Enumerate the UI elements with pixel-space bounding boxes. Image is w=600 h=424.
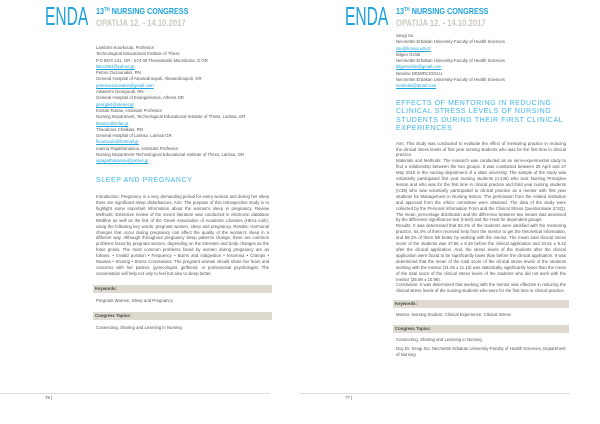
topics-header: Congress Topics: [393,325,569,333]
abstract-conclusion: Conclusion: It was determined that working with the mentor was effective in reducing the clinical stress levels of the nursing students who were for the first time in clinical practice. [396,282,566,294]
author-email-link[interactable]: iopapathanasiou@yahoo.gr [96,158,149,164]
author-line: General Hospital of Larissa, Larissa GR [96,133,172,139]
author-email-link[interactable]: bilgenozluk@gmail.com [396,64,442,70]
affiliation: Doç.Dr. Sevgi SU, Necmettin Erbakan University-Faculty of Health Sciences, Department of Nursing [396,345,566,358]
author-email-link[interactable]: petrosouzounakis@gmail.com [96,82,154,88]
author-line: Petros Ouzounakis, RN [96,70,141,76]
congress-date: OPATIJA 12. - 14.10.2017 [96,18,186,28]
author-email-link[interactable]: laku1964@yahoo.gr [96,63,135,69]
author-line: Aikaterini Georgoudi, RN [96,89,144,95]
content [96,45,269,331]
topics: Connecting, Sharing and Learning in Nursing [96,325,182,331]
keywords: Mentor, Nursing Student, Clinical Experience, Clinical Stress [396,312,511,318]
author-line: Technological Educational Institute of Thess [96,51,180,57]
author-line: Kostas Tsaras, Assistant Professor [96,107,163,113]
author-line: Necmettin Erbakan University-Faculty of Health Sciences [396,58,505,64]
abstract-methods: Materials and Methods: The research was conducted as an semi-experimental study to find a relationship between the two groups. It was conducted between 25 April and 27 May 2016 in the nursing department of a state university. The sample of the study was voluntarily participated first year nursing students (n:136) who took Nursing Principles lesson and who was for the first time in clinical practice and third year nursing students (n:39) who was voluntarily participated to clinical practice as a mentor with first year students for Management in Nursing lesson. The permission from the related institution and approval from the ethics committee were obtained. The data of the study were collected by the Personal Information Form and the Clinical Stress Questionnaire (CSQ). The mean, percentage distribution and the difference between two means was assessed by the difference significance test (t-test) and the t-test for dependent groups. [396,158,566,223]
author-email-link[interactable]: fkoutsoula@hotmail.gr [96,139,139,145]
abstract-aim: Aim: This study was conducted to evaluate the effect of mentoring practice in reducing the clinical stress levels of first year nursing students who was for the first time in clinical practice. [396,140,566,158]
enda-logo: ENDA [45,1,89,31]
author-line: Necmettin Erbakan University-Faculty of Health Sciences [396,39,505,45]
ordinal-suffix: TH [104,7,110,13]
topics-header: Congress Topics: [93,312,272,320]
author-line: Theodoros Chalkias, RN [96,126,143,132]
ordinal-suffix: TH [404,7,410,13]
author-line: Sevgi Su [396,33,414,38]
congress-title [396,6,488,16]
author-line: General Hospital of Evangelismos, Athens GR [96,95,184,101]
author-email-link[interactable]: ktsaras@teilar.gr [96,120,129,126]
author-line: Nesrine DEMIRCIOGLU [396,70,443,76]
article-title: SLEEP AND PREGNANCY [96,176,193,184]
congress-name: NURSING CONGRESS [409,6,489,16]
author-line: Nursing Department Technological Educational Institute of Thess, Larissa, GR [96,152,245,158]
content [396,33,566,358]
author-email-link[interactable]: nesrinds@ttmail.com [396,83,437,89]
ordinal: 13 [396,6,405,16]
author-line: P.O BOX 141, GR - 574 00 Thessaloniki Macedonia, G GR [96,57,208,63]
congress-title [96,6,188,16]
author-email-link[interactable]: georgki4@otenet.gr [96,101,134,107]
author-line: General Hospital of Alexandroupoli, Alexandroupoli, GR [96,76,202,82]
abstract: Introduction: Pregnancy is a very demanding period for every woman and during her sleep there are significant sleep disturbances. Aim: The purpose of this retrospective study is to highlight some important information about the woman's sleep in pregnancy. Review Methods: Extensive review of the recent literature was conducted in electronic database Medline as well as the link of the Greek Association of Academic Libraries (HEAL-Link), using the following key words: pregnant women, sleep and pregnancy. Results: Hormonal changes that occur during pregnancy can affect the quality of the woman's sleep in a different way. Although throughout pregnancy sleep patterns change, there are common problems faced by pregnant women, depending on the trimester and body changes as the fetus grows. The most common problems faced by women during pregnancy are as follows: • Invalid position • Frequency • Burns and indigestion • Insomnia • Cramps • Nausea • Snoring • Stress Conclusions: The pregnant woman should share her fears and concerns with her partner, gynecologist, girlfriend, or professional psychologist. The conversation will help not only to feel but also to sleep better. [96,194,269,276]
keywords: Pregnant Women, Sleep and Pregnancy [96,297,173,303]
enda-logo: ENDA [345,1,389,31]
author-line: Bilgen Özlük [396,51,421,57]
ordinal: 13 [96,6,105,16]
abstract [396,141,566,295]
abstract-results: Results: It was determined that 83.1% of the students were satisfied with the mentoring practice, 64.4% of them received help from the mentor to get the theoretical information, and 59.3% of them felt better by working with the mentor. The mean total clinical stress score of the students was 37.86 ± 8.49 before the clinical application and 34.61 ± 9.42 after the clinical application. And, the stress levels of the students after the clinical application were found to be significantly lower than before the clinical application. It was determined that the mean of the total score of the clinical stress levels of the students working with the mentor (31.06 ± 11.18) was statistically significantly lower than the mean of the total score of the clinical stress levels of the students who did not work with the mentor (35.98 ± 10.98). [396,223,566,282]
topics: Connecting, Sharing and Learning in Nursing [396,336,482,342]
page-number: 76 | [45,395,53,400]
keywords-header: Keywords: [393,300,569,308]
page-number: 77 | [345,395,353,400]
author-line: Necmettin Erbakan University-Faculty of Health Sciences [396,77,505,83]
author-email-link[interactable]: ssu@konya.edu.tr [396,45,431,51]
authors [96,45,269,165]
footer-divider [300,393,570,394]
authors [396,33,566,90]
footer-divider [0,393,270,394]
author-line: Lambrini Kourkouta, Professor [96,45,155,50]
congress-name: NURSING CONGRESS [109,6,189,16]
keywords-header: Keywords: [93,285,272,293]
page-77 [300,0,600,424]
author-line: Nursing Department, Technological Educational Institute of Thess, Larissa, GR [96,114,246,120]
author-line: Ioanna Papathanasiou, Assistant Professor [96,145,179,151]
article-title: EFFECTS OF MENTORING IN REDUCING CLINICAL STRESS LEVELS OF NURSING STUDENTS DURING THEIR FIRST CLINICAL EXPERIENCES [396,99,563,133]
congress-date: OPATIJA 12. - 14.10.2017 [396,18,486,28]
